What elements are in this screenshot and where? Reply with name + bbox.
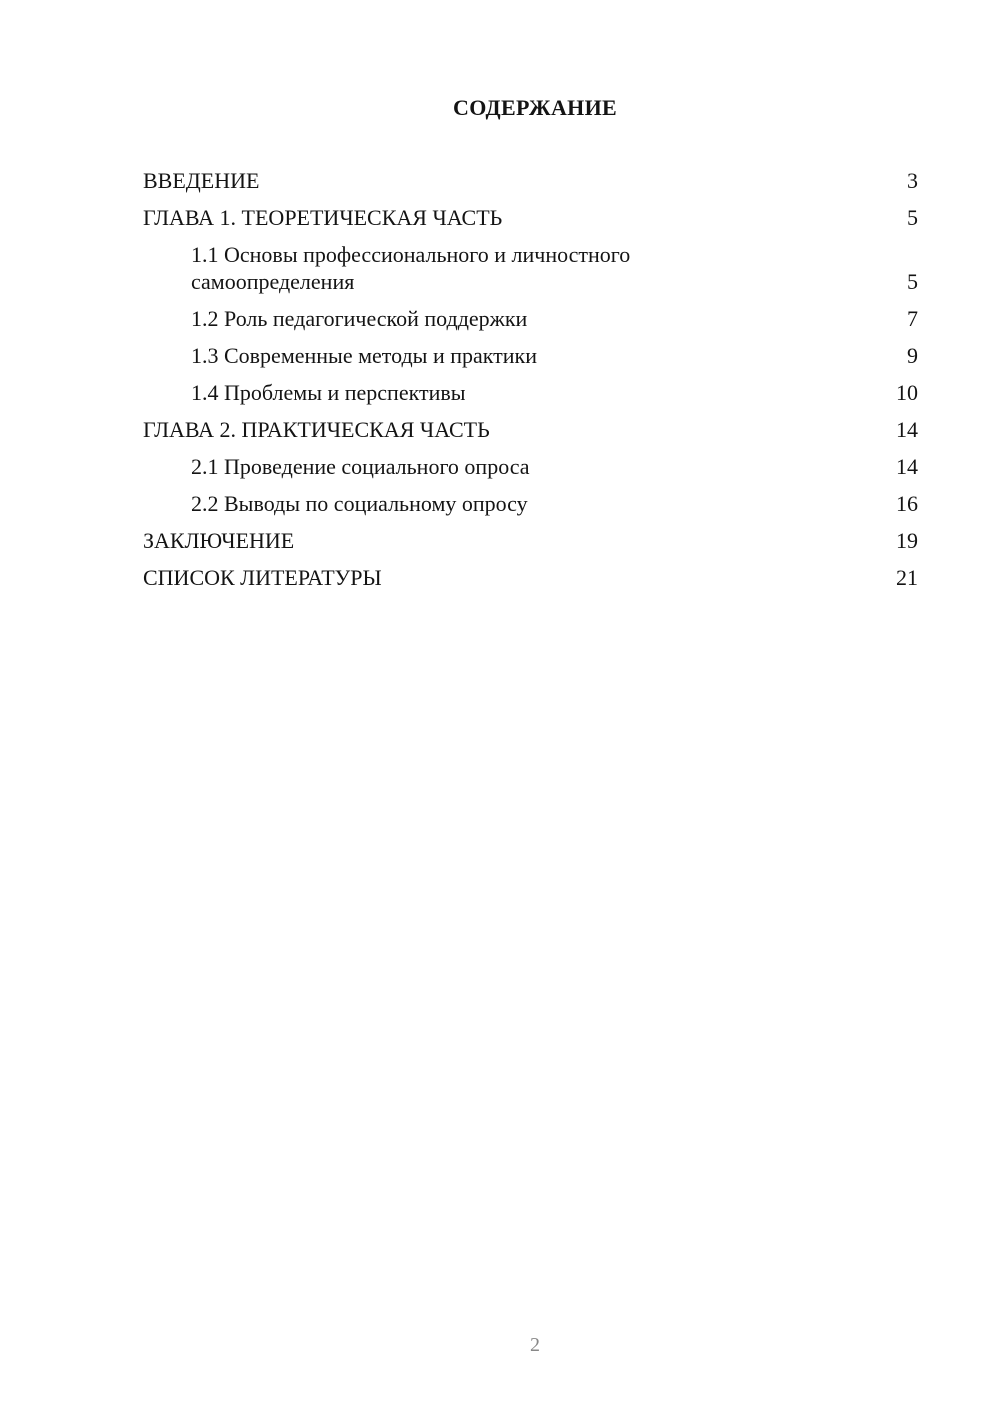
toc-entry-page: 21 xyxy=(896,565,918,590)
toc-entry-page: 5 xyxy=(907,205,918,230)
toc-entry-page: 19 xyxy=(896,528,918,553)
toc-entry-label: 2.1 Проведение социального опроса xyxy=(191,454,530,479)
toc-entry-section-2-2 xyxy=(143,490,918,517)
table-of-contents xyxy=(143,167,918,601)
toc-entry-page: 14 xyxy=(896,454,918,479)
toc-entry-page: 16 xyxy=(896,491,918,516)
toc-entry-page: 9 xyxy=(907,343,918,368)
toc-entry-page: 7 xyxy=(907,306,918,331)
toc-entry-bibliography xyxy=(143,564,918,591)
toc-entry-label: 1.4 Проблемы и перспективы xyxy=(191,380,466,405)
toc-entry-label: 1.1 Основы профессионального и личностного самоопределения xyxy=(191,242,631,294)
toc-entry-label: 1.3 Современные методы и практики xyxy=(191,343,538,368)
page-number: 2 xyxy=(530,1334,540,1356)
toc-entry-label: СПИСОК ЛИТЕРАТУРЫ xyxy=(143,565,382,590)
toc-entry-section-1-4 xyxy=(143,379,918,406)
toc-title: СОДЕРЖАНИЕ xyxy=(453,95,617,120)
toc-entry-section-2-1 xyxy=(143,453,918,480)
toc-entry-label: 1.2 Роль педагогической поддержки xyxy=(191,306,528,331)
toc-entry-label: ЗАКЛЮЧЕНИЕ xyxy=(143,528,295,553)
toc-entry-section-1-3 xyxy=(143,342,918,369)
toc-entry-section-1-1 xyxy=(143,241,918,295)
toc-entry-page: 10 xyxy=(896,380,918,405)
toc-entry-label: ГЛАВА 2. ПРАКТИЧЕСКАЯ ЧАСТЬ xyxy=(143,417,490,442)
toc-entry-page: 3 xyxy=(907,168,918,193)
toc-entry-page: 14 xyxy=(896,417,918,442)
toc-entry-label: 2.2 Выводы по социальному опросу xyxy=(191,491,528,516)
toc-entry-conclusion xyxy=(143,527,918,554)
toc-entry-chapter-1 xyxy=(143,204,918,231)
toc-entry-label: ВВЕДЕНИЕ xyxy=(143,168,260,193)
toc-entry-chapter-2 xyxy=(143,416,918,443)
toc-entry-page: 5 xyxy=(907,269,918,294)
toc-entry-section-1-2 xyxy=(143,305,918,332)
toc-entry-label: ГЛАВА 1. ТЕОРЕТИЧЕСКАЯ ЧАСТЬ xyxy=(143,205,503,230)
toc-entry-introduction xyxy=(143,167,918,194)
